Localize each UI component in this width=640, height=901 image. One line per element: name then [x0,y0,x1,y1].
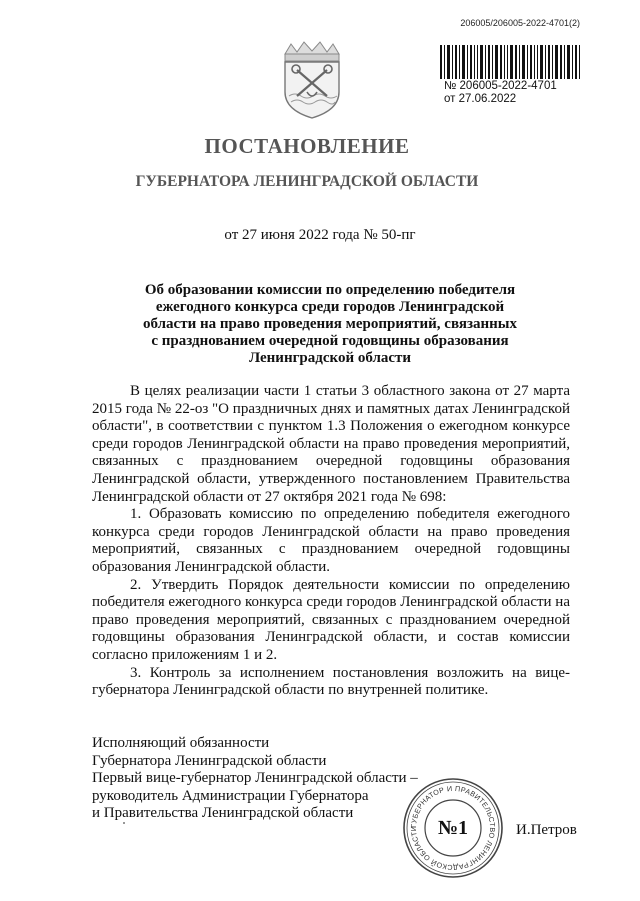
document-title-line: Ленинградской области [248,350,412,366]
item-1-paragraph: 1. Образовать комиссию по определению победителя ежегодного конкурса среди городов Ленинградской области на право проведения мероприятий, связанных с празднованием очередной годовщины образования Ленинградской области. [92,506,570,575]
barcode [440,45,580,79]
document-title-line: Об образовании комиссии по определению победителя [144,282,516,298]
seal-ring-text: ГУБЕРНАТОР И ПРАВИТЕЛЬСТВО ЛЕНИНГРАДСКОЙ ОБЛАСТИ [408,783,498,873]
issuer-heading: ГУБЕРНАТОРА ЛЕНИНГРАДСКОЙ ОБЛАСТИ [135,173,479,190]
coat-of-arms-emblem [277,40,347,120]
document-type-heading: ПОСТАНОВЛЕНИЕ [204,134,410,158]
document-code: 206005/206005-2022-4701(2) [460,18,580,28]
signature-block [92,735,418,823]
signature-line: Первый вице-губернатор Ленинградской области – [92,770,418,787]
preamble-paragraph: В целях реализации части 1 статьи 3 областного закона от 27 марта 2015 года № 22-оз "О праздничных днях и памятных датах Ленинградской области", в соответствии с пунктом 1.3 Положения о ежегодном конкурсе среди городов Ленинградской области на право проведения мероприятий, связанных с празднованием очередной годовщины образования Ленинградской области, утвержденного постановлением Правительства Ленинградской области от 27 октября 2021 года № 698: [92,383,570,505]
signature-line: руководитель Администрации Губернатора [92,787,369,804]
signature-line: Исполняющий обязанности [92,735,270,751]
seal-number: №1 [437,816,469,839]
signature-line: и Правительства Ленинградской области [92,805,354,822]
document-title-line: области на право проведения мероприятий, связанных [143,316,517,332]
document-date-number: от 27 июня 2022 года № 50-пг [224,227,416,243]
stray-mark [123,822,125,824]
document-body [92,383,570,700]
document-title [130,282,530,367]
item-2-paragraph: 2. Утвердить Порядок деятельности комиссии по определению победителя ежегодного конкурса среди городов Ленинградской области на право проведения мероприятий, связанных с празднованием очередной годовщины образования Ленинградской области, и состав комиссии согласно приложениям 1 и 2. [92,576,570,663]
signature-line: Губернатора Ленинградской области [92,752,327,769]
item-3-paragraph: 3. Контроль за исполнением постановления возложить на вице-губернатора Ленинградской области по внутренней политике. [92,664,570,699]
document-title-line: с празднованием очередной годовщины образования [151,333,509,349]
official-seal-stamp [402,777,504,879]
signer-name: И.Петров [516,822,577,838]
registration-number: № 206005-2022-4701 [444,80,557,92]
document-title-line: ежегодного конкурса среди городов Ленинградской [155,299,505,315]
registration-date: от 27.06.2022 [444,93,517,105]
